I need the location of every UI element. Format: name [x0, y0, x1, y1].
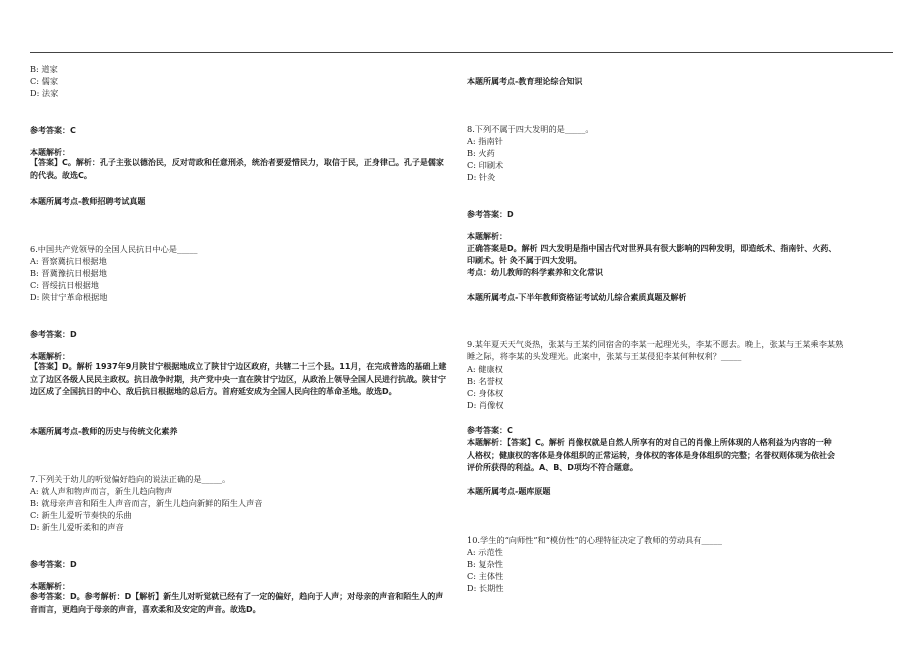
- q8-explanation-line-3: 考点：幼儿教师的科学素养和文化常识: [467, 268, 603, 277]
- q8-explanation-line-2: 印刷术。针 灸不属于四大发明。: [467, 256, 582, 265]
- q6-question: 6.中国共产党领导的全国人民抗日中心是_____: [30, 244, 198, 254]
- q7-option-c: C: 新生儿爱听节奏快的乐曲: [30, 510, 132, 520]
- q9-explanation-line-1: 本题解析：【答案】C。解析 肖像权就是自然人所享有的对自己的肖像上所体现的人格利益为内容的一种: [467, 438, 832, 447]
- q9-option-a: A: 健康权: [467, 364, 503, 374]
- q8-explanation-line-1: 正确答案是D。解析 四大发明是指中国古代对世界具有很大影响的四种发明，即造纸术、指南针、火药、: [467, 244, 837, 253]
- q8-option-d: D: 针灸: [467, 172, 496, 182]
- q10-question: 10.学生的“向师性”和“模仿性”的心理特征决定了教师的劳动具有_____: [467, 535, 722, 545]
- q8-question: 8.下列不属于四大发明的是_____。: [467, 124, 594, 134]
- q9-explanation-line-2: 人格权；健康权的客体是身体组织的正常运转，身体权的客体是身体组织的完整；名誉权则体现为依社会: [467, 451, 835, 460]
- q9-category: 本题所属考点-题库原题: [467, 487, 551, 496]
- q10-option-b: B: 复杂性: [467, 559, 503, 569]
- q6-answer: 参考答案：D: [30, 330, 77, 339]
- q8-option-c: C: 印刷术: [467, 160, 504, 170]
- q10-option-c: C: 主体性: [467, 571, 504, 581]
- q7-explanation-title: 本题解析：: [30, 582, 70, 591]
- q9-answer: 参考答案：C: [467, 426, 513, 435]
- q9-explanation-line-3: 评价所获得的利益。A、B、D项均不符合题意。: [467, 463, 638, 472]
- q9-option-d: D: 肖像权: [467, 400, 504, 410]
- q6-option-c: C: 晋绥抗日根据地: [30, 280, 99, 290]
- q5-option-b: B: 道家: [30, 64, 58, 74]
- q5-option-d: D: 法家: [30, 88, 59, 98]
- q6-category: 本题所属考点-教师的历史与传统文化素养: [30, 427, 178, 436]
- q7-option-d: D: 新生儿爱听柔和的声音: [30, 522, 124, 532]
- q8-answer: 参考答案：D: [467, 210, 514, 219]
- q7-option-a: A: 就人声和物声而言，新生儿趋向物声: [30, 486, 173, 496]
- q9-question-line-2: 睡之际，将李某的头发理光。此案中，张某与王某侵犯李某何种权利？_____: [467, 351, 742, 361]
- q5-explanation: 【答案】C。解析：孔子主张以德治民，反对苛政和任意刑杀，统治者要爱惜民力，取信于民，正身律己。孔子是儒家的代表。故选C。: [30, 158, 444, 180]
- q8-category: 本题所属考点-下半年教师资格证考试幼儿综合素质真题及解析: [467, 293, 687, 302]
- q5-explanation-title: 本题解析：: [30, 148, 70, 157]
- q9-option-b: B: 名誉权: [467, 376, 503, 386]
- q5-option-c: C: 儒家: [30, 76, 59, 86]
- q6-option-d: D: 陕甘宁革命根据地: [30, 292, 108, 302]
- header-rule: [30, 52, 893, 53]
- q10-option-d: D: 长期性: [467, 583, 504, 593]
- q5-category: 本题所属考点-教师招聘考试真题: [30, 197, 146, 206]
- q7-answer: 参考答案：D: [30, 560, 77, 569]
- q7-explanation: 参考答案：D。参考解析：D【解析】新生儿对听觉就已经有了一定的偏好，趋向于人声；对母亲的声音和陌生人的声音而言，更趋向于母亲的声音，喜欢柔和及安定的声音。故选D。: [30, 592, 444, 614]
- q9-question-line-1: 9.某年夏天天气炎热，张某与王某约同宿舍的李某一起理光头，李某不愿去。晚上，张某与王某乘李某熟: [467, 339, 844, 349]
- q7-category: 本题所属考点-教育理论综合知识: [467, 77, 583, 86]
- q7-question: 7.下列关于幼儿的听觉偏好趋向的说法正确的是_____。: [30, 474, 231, 484]
- q6-option-b: B: 晋冀豫抗日根据地: [30, 268, 107, 278]
- q5-answer: 参考答案：C: [30, 126, 76, 135]
- q6-option-a: A: 晋察冀抗日根据地: [30, 256, 107, 266]
- q10-option-a: A: 示范性: [467, 547, 503, 557]
- q8-option-b: B: 火药: [467, 148, 495, 158]
- q7-option-b: B: 就母亲声音和陌生人声音而言，新生儿趋向新鲜的陌生人声音: [30, 498, 263, 508]
- q6-explanation-title: 本题解析：: [30, 352, 70, 361]
- q8-explanation-title: 本题解析：: [467, 232, 507, 241]
- q9-option-c: C: 身体权: [467, 388, 504, 398]
- q6-explanation: 【答案】D。解析 1937年9月陕甘宁根据地成立了陕甘宁边区政府，共辖二十三个县。11月，在完成普选的基础上建立了边区各级人民民主政权。抗日战争时期，共产党中央一直在陕甘宁边区，从政治上领导全国人民进行抗战。陕甘宁边区成了全国抗日的中心、敌后抗日根据地的总后方。首府延安成为全国人民向往的革命圣地。故选D。: [30, 362, 447, 397]
- q8-option-a: A: 指南针: [467, 136, 503, 146]
